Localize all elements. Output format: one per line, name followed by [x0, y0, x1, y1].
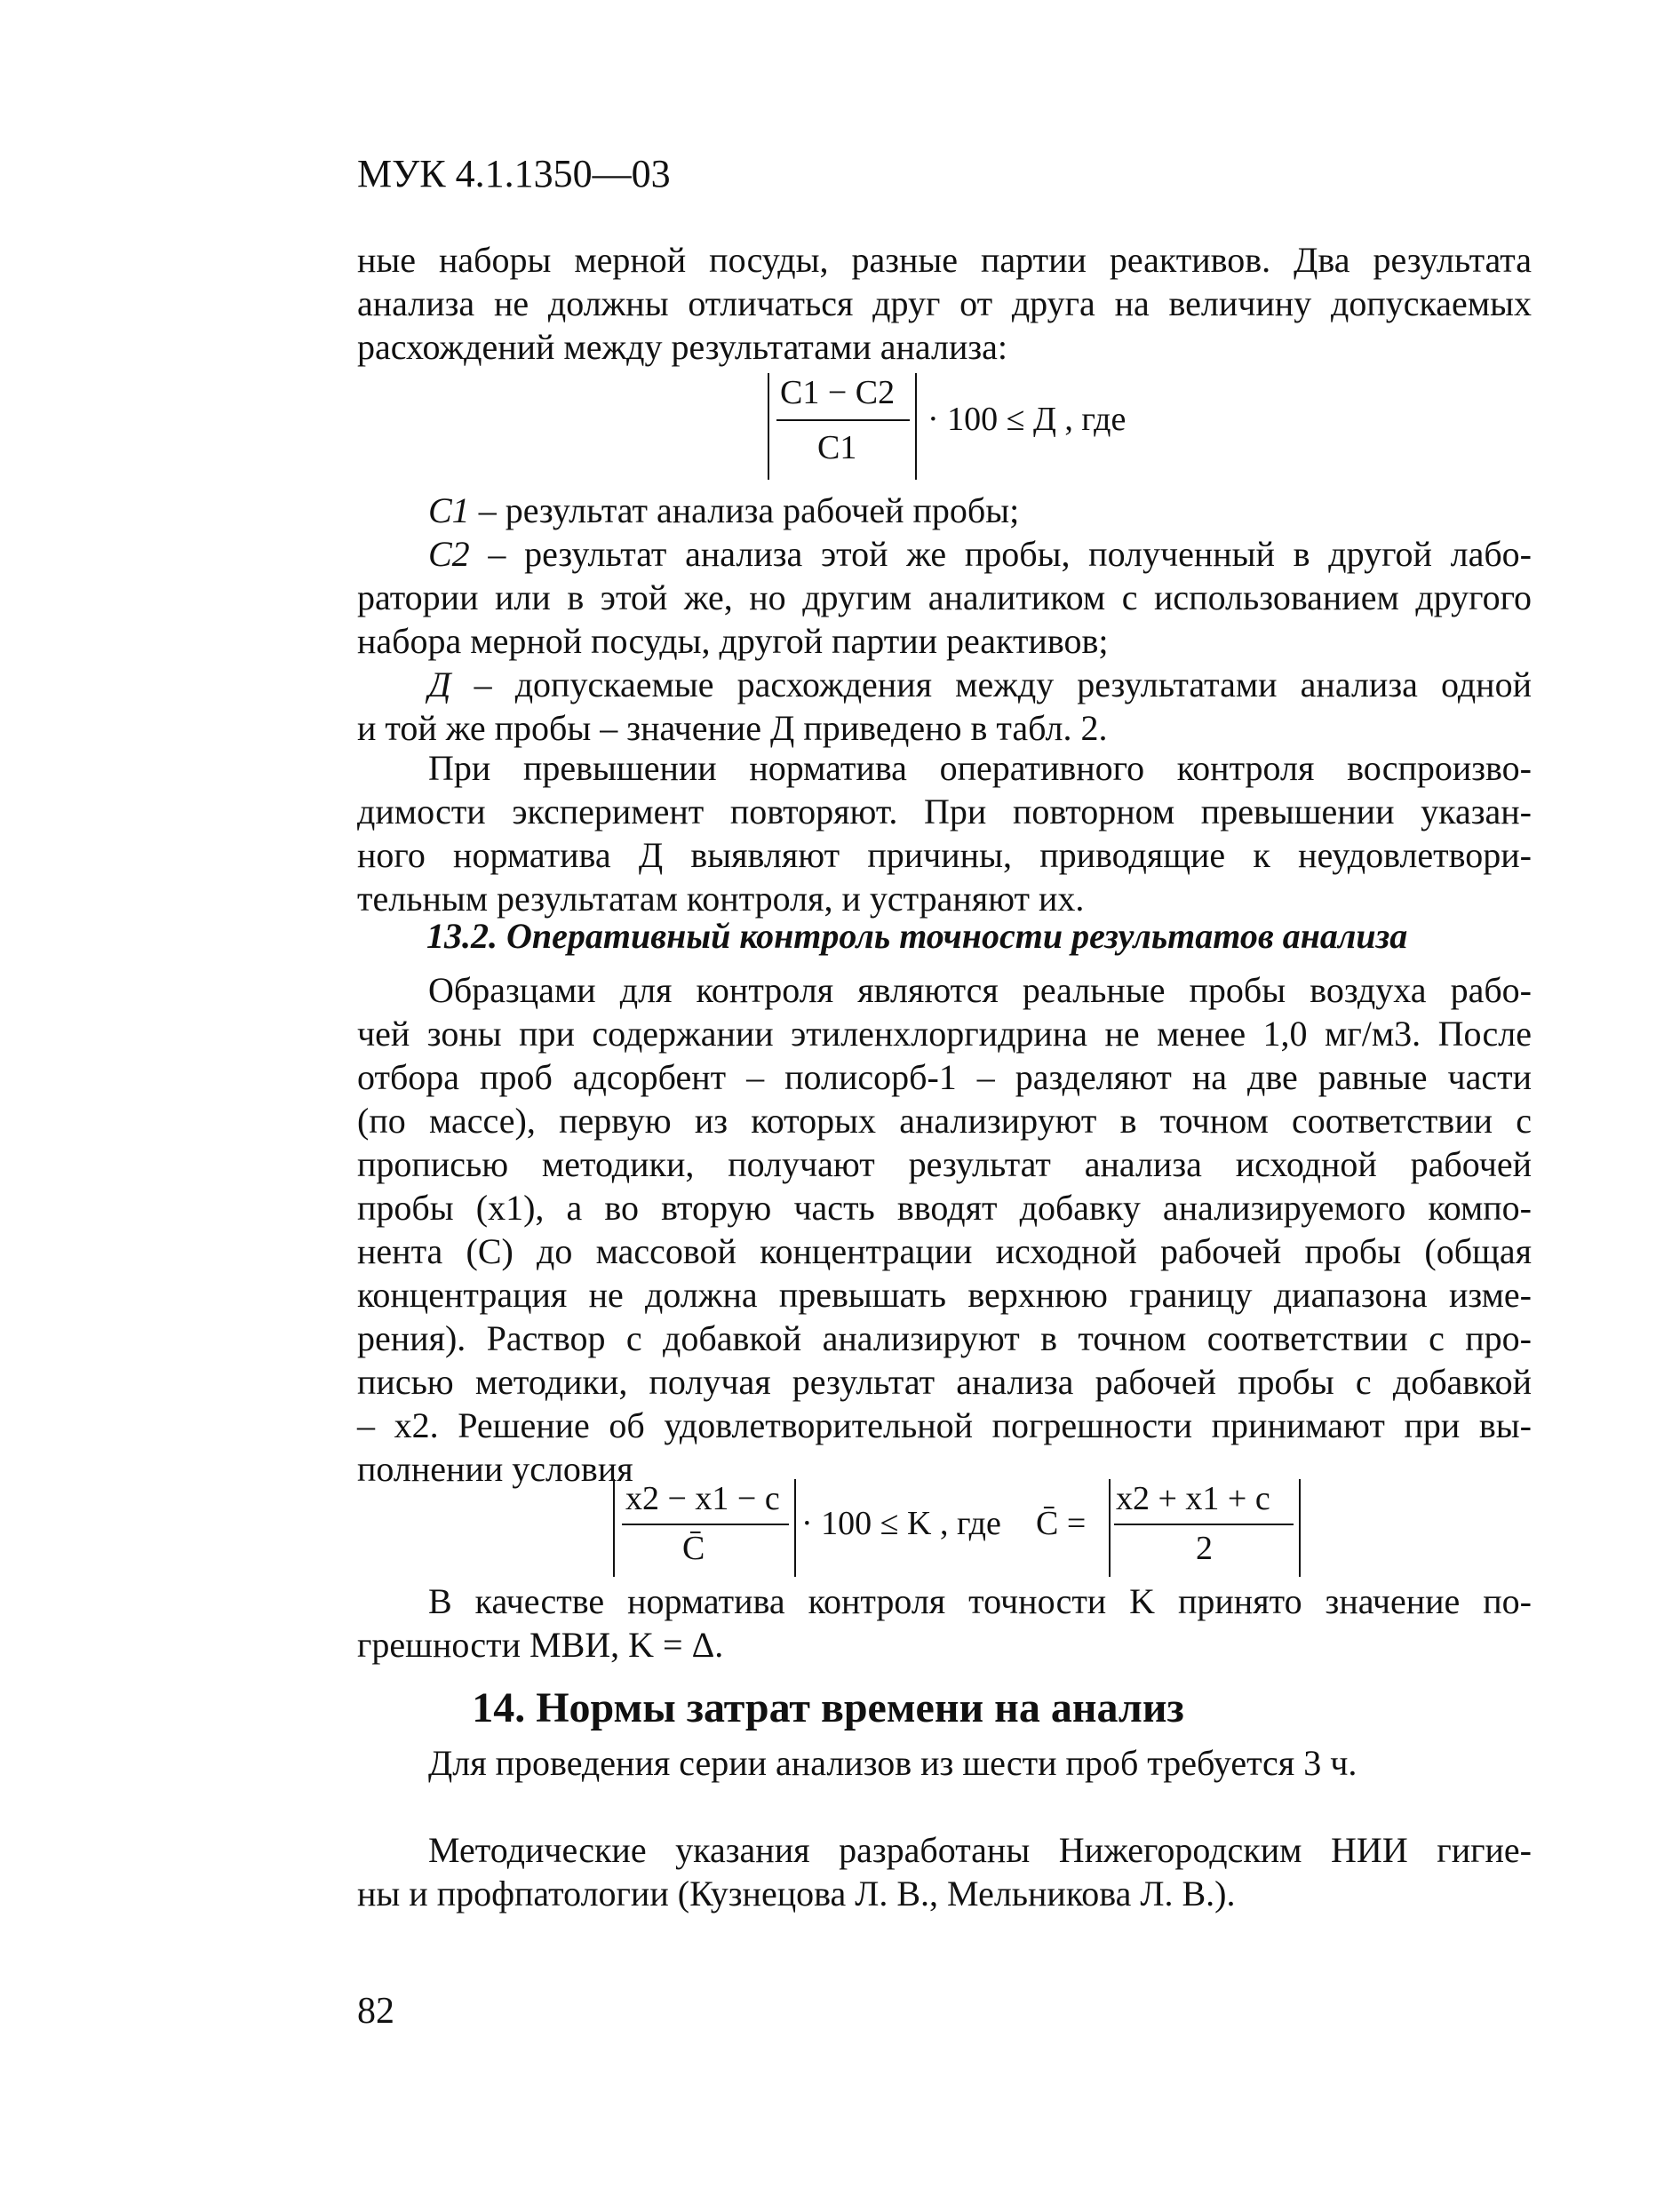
- paragraph-samples: [357, 968, 1532, 1491]
- page-number: 82: [357, 1991, 394, 2032]
- text-line: концентрация не должна превышать верхнюю границу диапазона изме-: [357, 1275, 1532, 1315]
- text-line: набора мерной посуды, другой партии реактивов;: [357, 621, 1109, 661]
- text-line: и той же пробы – значение Д приведено в табл. 2.: [357, 708, 1108, 748]
- fraction-line: [776, 419, 910, 421]
- formula-numerator: x2 − x1 − c: [625, 1480, 780, 1517]
- text-line: полнении условия: [357, 1449, 633, 1489]
- section-heading-13-2: 13.2. Оперативный контроль точности результатов анализа: [426, 916, 1408, 956]
- text-line: рения). Раствор с добавкой анализируют в точном соответствии с про-: [357, 1318, 1532, 1358]
- text-line: Образцами для контроля являются реальные пробы воздуха рабо-: [428, 970, 1532, 1010]
- paragraph-norm: [357, 1579, 1532, 1667]
- text-line: При превышении норматива оперативного контроля воспроизво-: [428, 748, 1532, 788]
- text-line: (по массе), первую из которых анализируют в точном соответствии с: [357, 1101, 1532, 1141]
- text-line: ные наборы мерной посуды, разные партии реактивов. Два результата: [357, 240, 1532, 280]
- definition-c2: [357, 532, 1532, 663]
- text-line: ны и профпатологии (Кузнецова Л. В., Мельникова Л. В.).: [357, 1874, 1236, 1914]
- symbol-c1: C1: [428, 490, 470, 530]
- abs-bar-right-2: [1299, 1479, 1301, 1577]
- text-line: В качестве норматива контроля точности K принято значение по-: [428, 1581, 1532, 1621]
- paragraph-time: Для проведения серии анализов из шести проб требуется 3 ч.: [428, 1743, 1357, 1783]
- abs-bar-left: [768, 373, 769, 480]
- text-line: ратории или в этой же, но другим аналитиком с использованием другого: [357, 577, 1532, 617]
- text-line: ного норматива Д выявляют причины, приводящие к неудовлетвори-: [357, 835, 1532, 875]
- abs-bar-left: [613, 1479, 615, 1577]
- formula-denominator-2: 2: [1196, 1530, 1213, 1567]
- text-line: пробы (x1), а во вторую часть вводят добавку анализируемого компо-: [357, 1188, 1532, 1228]
- text-line: прописью методики, получают результат анализа исходной рабочей: [357, 1144, 1532, 1184]
- definition-text: – допускаемые расхождения между результатами анализа одной: [474, 664, 1532, 704]
- formula-middle: · 100 ≤ K , где: [801, 1505, 1001, 1542]
- definition-d: [357, 663, 1532, 750]
- text-line: расхождений между результатами анализа:: [357, 327, 1008, 367]
- text-line: грешности МВИ, K = Δ.: [357, 1625, 724, 1665]
- chapter-heading-14: 14. Нормы затрат времени на анализ: [472, 1684, 1184, 1731]
- formula-numerator-2: x2 + x1 + c: [1116, 1480, 1270, 1517]
- fraction-line-2: [1114, 1524, 1294, 1525]
- paragraph-excess: [357, 746, 1532, 920]
- formula-denominator: C̄: [682, 1530, 705, 1567]
- text-line: чей зоны при содержании этиленхлоргидрина не менее 1,0 мг/м3. После: [357, 1014, 1532, 1054]
- text-line: тельным результатам контроля, и устраняют их.: [357, 879, 1085, 919]
- text-line: отбора проб адсорбент – полисорб-1 – разделяют на две равные части: [357, 1057, 1532, 1097]
- fraction-line: [622, 1524, 789, 1525]
- document-header: МУК 4.1.1350—03: [357, 152, 671, 195]
- formula-accuracy: [613, 1479, 1306, 1577]
- symbol-d: Д: [428, 664, 451, 704]
- formula-denominator: C1: [817, 429, 857, 466]
- formula-numerator: C1 − C2: [780, 374, 896, 411]
- text-line: писью методики, получая результат анализа рабочей пробы с добавкой: [357, 1362, 1532, 1402]
- definition-text: – результат анализа этой же пробы, полученный в другой лабо-: [488, 534, 1532, 574]
- symbol-c2: C2: [428, 534, 470, 574]
- text-line: Методические указания разработаны Нижегородским НИИ гигие-: [428, 1830, 1532, 1870]
- text-line: димости эксперимент повторяют. При повторном превышении указан-: [357, 792, 1532, 831]
- abs-bar-left-2: [1109, 1479, 1111, 1577]
- text-line: нента (C) до массовой концентрации исходной рабочей пробы (общая: [357, 1231, 1532, 1271]
- definition-c1: [357, 489, 1532, 532]
- intro-paragraph: [357, 238, 1532, 369]
- abs-bar-right: [794, 1479, 796, 1577]
- formula-rest: · 100 ≤ Д , где: [928, 401, 1127, 438]
- text-line: – x2. Решение об удовлетворительной погрешности принимают при вы-: [357, 1405, 1532, 1445]
- definition-text: – результат анализа рабочей пробы;: [478, 490, 1020, 530]
- text-line: анализа не должны отличаться друг от друга на величину допускаемых: [357, 283, 1532, 323]
- formula-reproducibility: [764, 373, 1155, 480]
- paragraph-authors: [357, 1828, 1532, 1915]
- abs-bar-right: [915, 373, 917, 480]
- formula-cbar: C̄ =: [1036, 1505, 1087, 1542]
